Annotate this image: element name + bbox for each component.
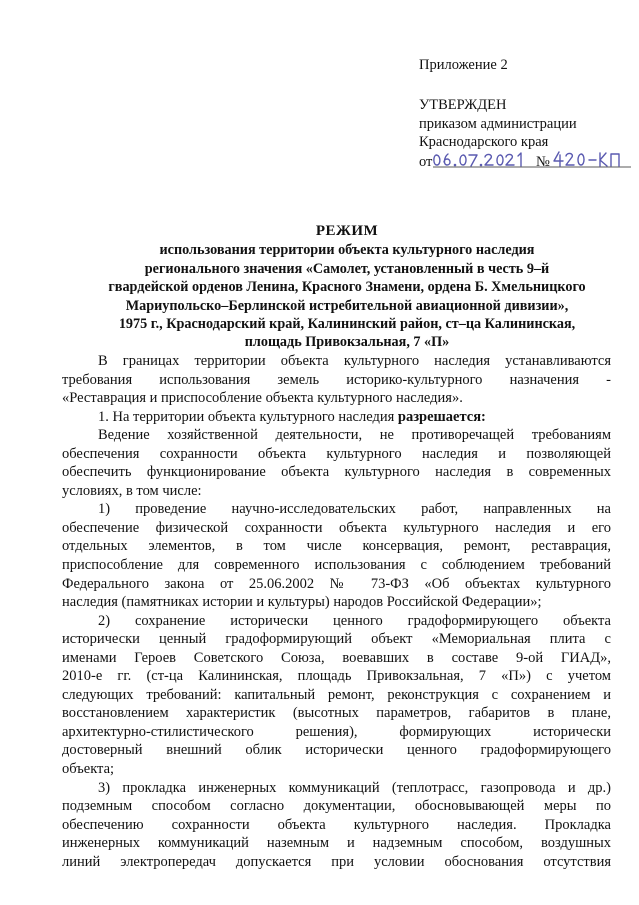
body-line-text: 1) проведение научно-исследовательских работ, направленных на [98, 501, 611, 518]
date-number-line [419, 152, 577, 172]
body-line [62, 853, 611, 872]
body-line [62, 575, 611, 594]
body-line [62, 537, 611, 556]
approval-block [419, 96, 577, 172]
body-line [62, 704, 611, 723]
document-heading [60, 222, 634, 352]
body-line [62, 834, 611, 853]
body-line-text: требования использования земель историко-культурного назначения - [62, 371, 611, 388]
body-line [62, 519, 611, 538]
approved-label: УТВЕРЖДЕН [419, 97, 507, 113]
body-line [62, 593, 611, 612]
heading-line: гвардейской орденов Ленина, Красного Знамени, ордена Б. Хмельницкого [108, 279, 586, 296]
body-line [62, 779, 611, 798]
body-line [62, 426, 611, 445]
heading-line: площадь Привокзальная, 7 «П» [244, 334, 450, 351]
handwritten-date-number-signature [419, 147, 634, 173]
body-line-text: восстановлением характеристик (высотных параметров, габаритов в плане, [62, 705, 611, 722]
appendix-label: Приложение 2 [419, 57, 508, 73]
body-line-text: «Реставрация и приспособление объекта культурного наследия». [62, 390, 463, 407]
body-line-text: условиях, в том числе: [62, 482, 202, 499]
body-line-text: достоверный внешний облик исторически ценного градоформирующего [62, 742, 611, 759]
body-line [62, 723, 611, 742]
heading-line: Мариупольско–Берлинской истребительной авиационной дивизии», [125, 297, 569, 314]
body-line-text: обеспечение физической сохранности объекта культурного наследия и его [62, 519, 611, 536]
date-prefix: от [419, 153, 433, 170]
region-label: Краснодарского края [419, 134, 549, 150]
body-line-text: объекта; [62, 761, 115, 778]
body-line-text: отдельных элементов, в том числе консервация, ремонт, реставрация, [62, 538, 611, 555]
body-line [62, 630, 611, 649]
heading-line: 1975 г., Краснодарский край, Калининский район, ст–ца Калининская, [118, 316, 576, 333]
body-line [62, 500, 611, 519]
heading-line: регионального значения «Самолет, установленный в честь 9–й [144, 260, 550, 277]
body-line [62, 741, 611, 760]
document-title: РЕЖИМ [315, 223, 379, 239]
body-line-text: приспособление для современного использования с соблюдением требований [62, 557, 611, 574]
document-body [62, 352, 611, 871]
body-line-text: 3) прокладка инженерных коммуникаций (теплотрасс, газопровода и др.) [98, 779, 611, 796]
body-line [62, 686, 611, 705]
body-line [62, 463, 611, 482]
body-line-text: следующих требований: капитальный ремонт, реконструкция с сохранением и [62, 686, 611, 703]
body-line-text: 2010-е гг. (ст-ца Калининская, площадь Привокзальная, 7 «П») с учетом [62, 668, 611, 685]
body-line-text: Ведение хозяйственной деятельности, не противоречащей требованиям [98, 427, 611, 444]
body-line-text: обеспечению сохранности объекта культурного наследия. Прокладка [62, 816, 611, 833]
body-line [62, 482, 611, 501]
body-line-text: 2) сохранение исторически ценного градоформирующего объекта [98, 612, 611, 629]
body-line [62, 352, 611, 371]
body-line [62, 797, 611, 816]
by-order-label: приказом администрации [419, 115, 577, 132]
body-line [62, 371, 611, 390]
body-line-text: исторически ценный градоформирующий объект «Мемориальная плита с [62, 631, 611, 648]
body-line [62, 612, 611, 631]
body-line-text: В границах территории объекта культурного наследия устанавливаются [98, 353, 611, 369]
body-line [62, 408, 611, 427]
body-line [62, 760, 611, 779]
body-line-text: архитектурно-стилистического решения), формирующих исторически [62, 723, 611, 740]
body-line [62, 389, 611, 408]
body-line-text: обеспечения сохранности объекта культурного наследия и позволяющей [62, 445, 611, 462]
body-line-text: Федерального закона от 25.06.2002 № 73-ФЗ «Об объектах культурного [62, 575, 611, 592]
body-line-text: линий электропередач допускается при условии обоснования отсутствия [62, 853, 611, 870]
body-line-text: инженерных коммуникаций наземным и надземным способом, воздушных [62, 835, 611, 852]
body-line-text: обеспечить функционирование объекта культурного наследия в современных [62, 464, 611, 481]
body-line-text: подземным способом согласно документации, обосновывающей меры по [62, 798, 611, 815]
heading-line: использования территории объекта культурного наследия [159, 242, 535, 259]
body-line [62, 667, 611, 686]
body-line [62, 649, 611, 668]
body-line [62, 445, 611, 464]
body-line-text: наследия (памятниках истории и культуры) народов Российской Федерации»; [62, 594, 542, 611]
body-line-text: именами Героев Советского Союза, воевавших в составе 9-ой ГИАД», [62, 649, 611, 666]
body-line-emphasis: разрешается: [397, 408, 486, 425]
body-line-text: 1. На территории объекта культурного наследия [98, 408, 398, 425]
body-line [62, 556, 611, 575]
number-sign: № [536, 153, 550, 170]
body-line [62, 816, 611, 835]
